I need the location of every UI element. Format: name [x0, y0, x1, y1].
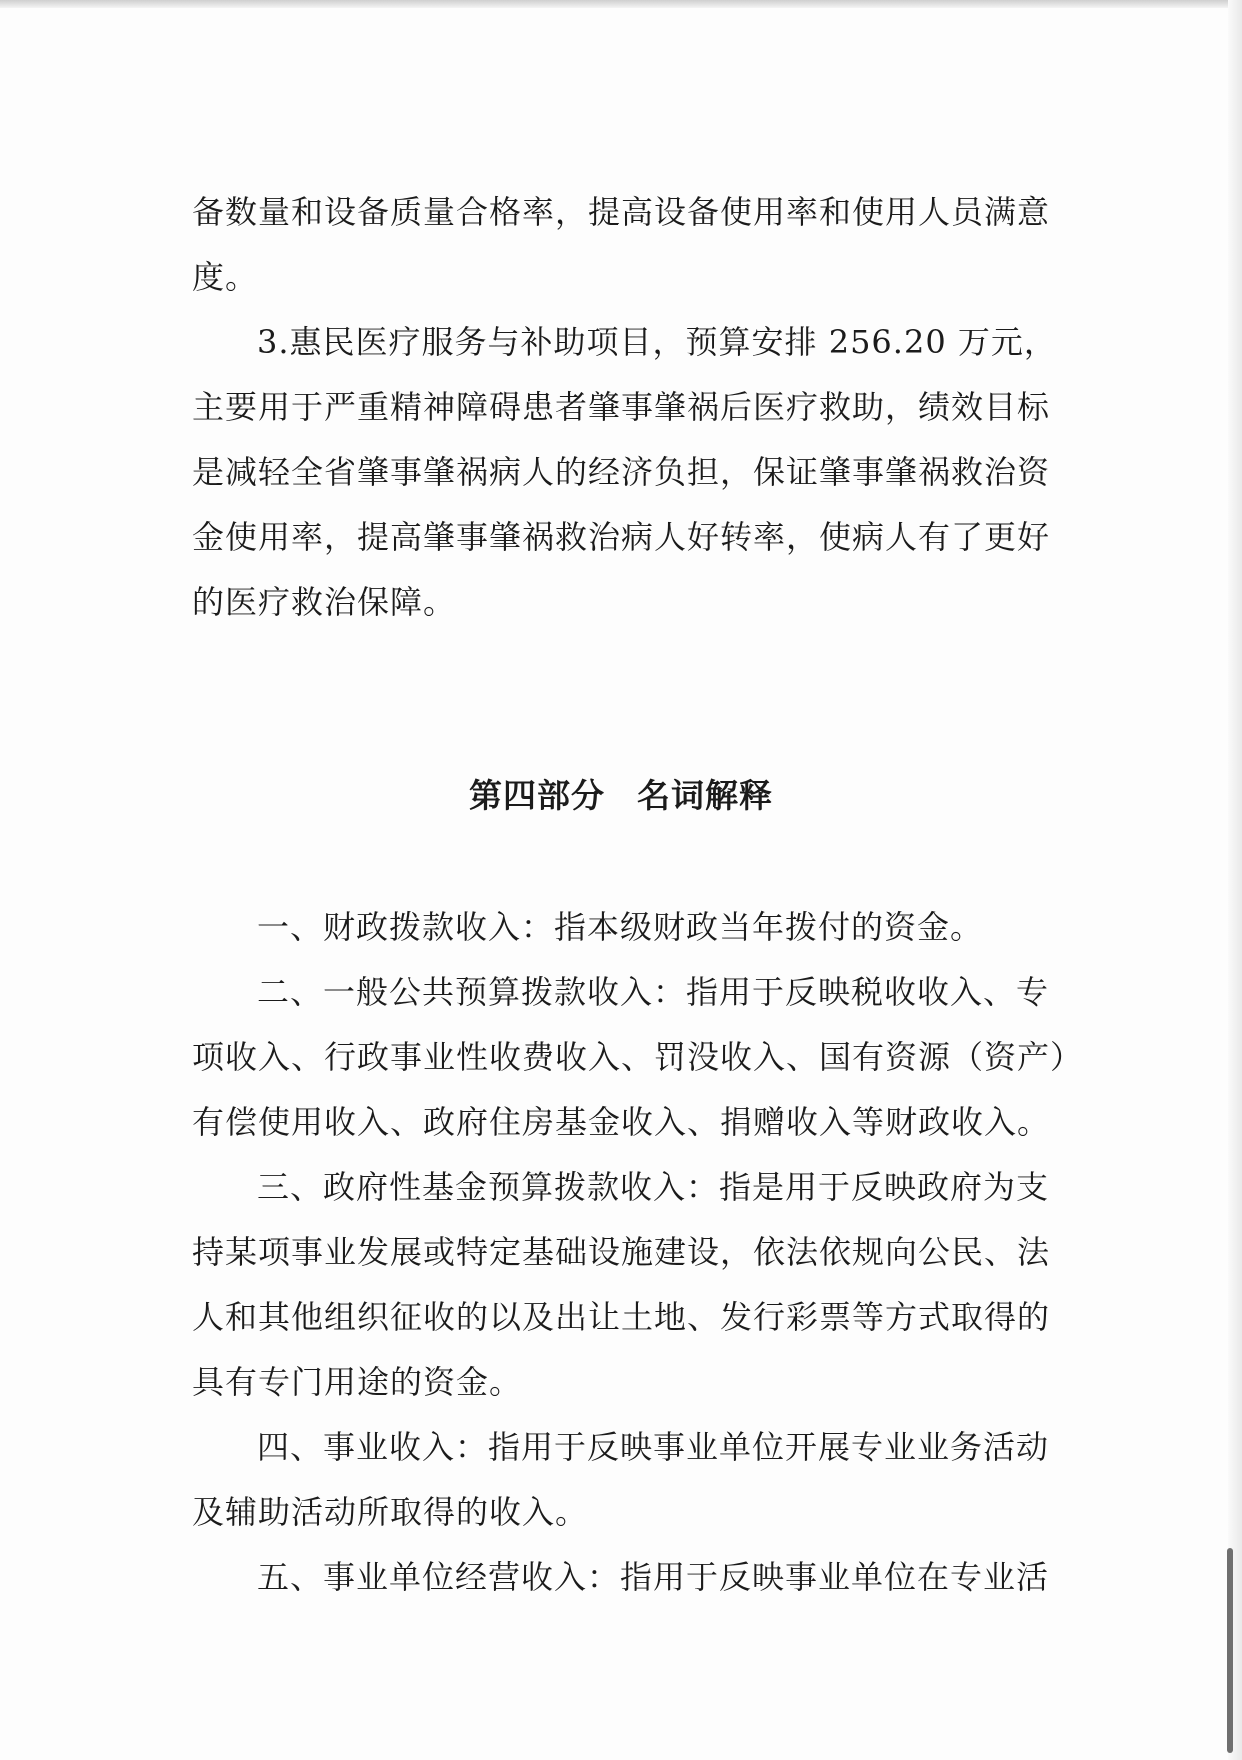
- definition-line: 持某项事业发展或特定基础设施建设，依法依规向公民、法: [192, 1233, 1051, 1271]
- paragraph-line: 金使用率，提高肇事肇祸救治病人好转率，使病人有了更好: [192, 518, 1051, 556]
- definition-line: 项收入、行政事业性收费收入、罚没收入、国有资源（资产）: [192, 1038, 1084, 1076]
- body-text: [192, 180, 1057, 635]
- paragraph-line: 是减轻全省肇事肇祸病人的经济负担，保证肇事肇祸救治资: [192, 453, 1051, 491]
- definitions-list: [192, 895, 1084, 1610]
- definition-line: 具有专门用途的资金。: [192, 1363, 523, 1401]
- definition-line: 二、一般公共预算拨款收入：指用于反映税收收入、专: [257, 973, 1050, 1011]
- section-heading: [192, 770, 1050, 817]
- paragraph-line: 备数量和设备质量合格率，提高设备使用率和使用人员满意: [192, 193, 1051, 231]
- definition-line: 人和其他组织征收的以及出让土地、发行彩票等方式取得的: [192, 1298, 1051, 1336]
- scroll-indicator[interactable]: [1227, 1548, 1233, 1753]
- paragraph-line: 的医疗救治保障。: [192, 583, 457, 621]
- definition-line: 有偿使用收入、政府住房基金收入、捐赠收入等财政收入。: [192, 1103, 1051, 1141]
- paragraph-line: 度。: [192, 258, 259, 296]
- definition-line: 一、财政拨款收入：指本级财政当年拨付的资金。: [257, 908, 984, 946]
- paragraph-line: 3.惠民医疗服务与补助项目，预算安排 256.20 万元，: [257, 323, 1057, 361]
- page-right-edge: [1228, 0, 1242, 1760]
- definition-line: 及辅助活动所取得的收入。: [192, 1493, 589, 1531]
- paragraph-line: 主要用于严重精神障碍患者肇事肇祸后医疗救助，绩效目标: [192, 388, 1051, 426]
- definition-line: 四、事业收入：指用于反映事业单位开展专业业务活动: [257, 1428, 1050, 1466]
- section-part: 第四部分: [469, 776, 605, 815]
- definition-line: 五、事业单位经营收入：指用于反映事业单位在专业活: [257, 1558, 1050, 1596]
- section-title: 名词解释: [637, 776, 773, 815]
- definition-line: 三、政府性基金预算拨款收入：指是用于反映政府为支: [257, 1168, 1050, 1206]
- page-top-edge: [0, 0, 1242, 8]
